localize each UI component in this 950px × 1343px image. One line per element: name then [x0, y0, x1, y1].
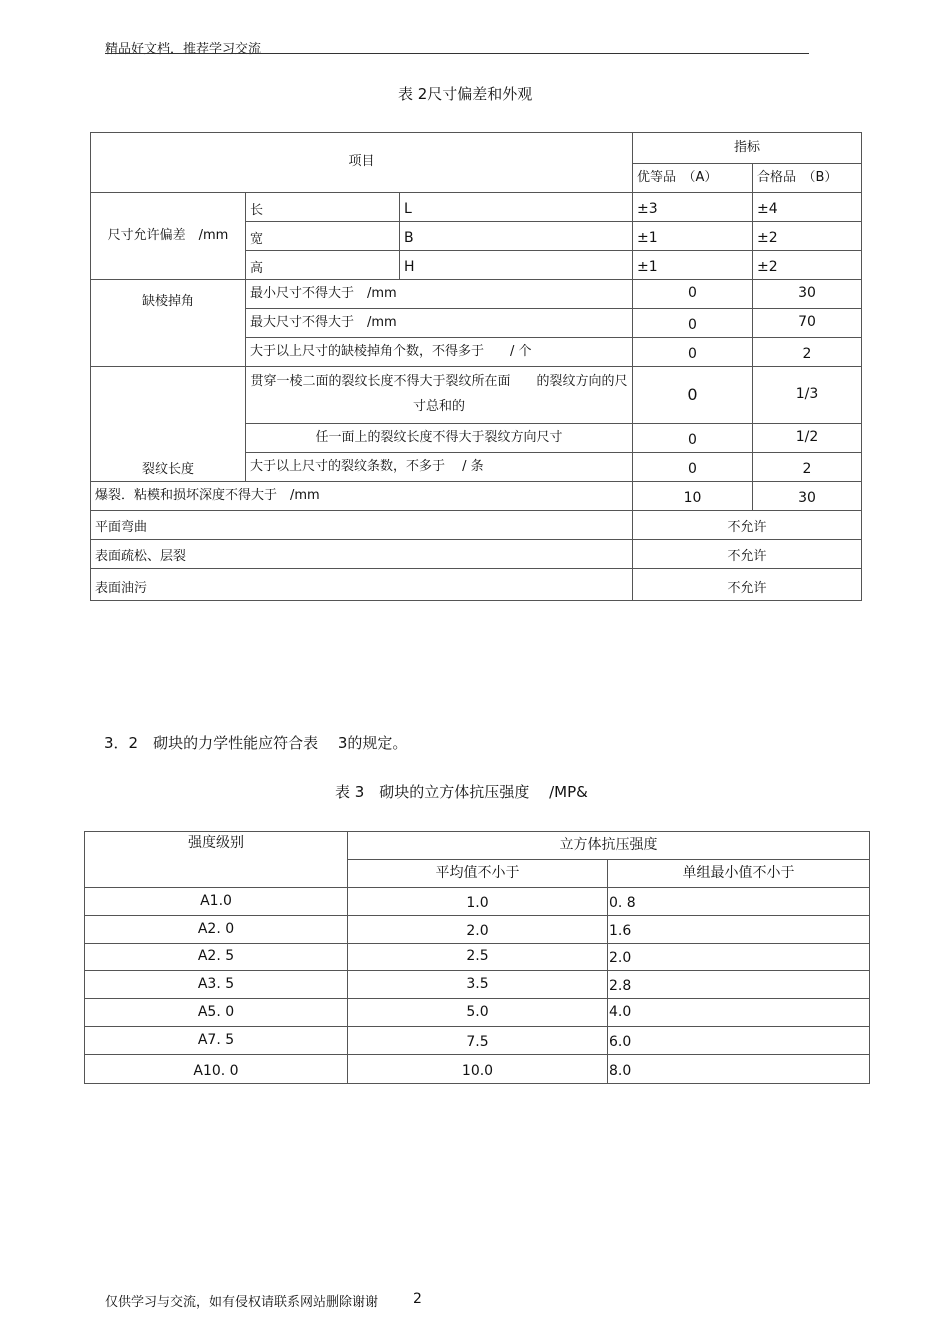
- average-value: 5.0: [348, 999, 608, 1027]
- burst-value-b: 30: [753, 482, 862, 511]
- corner-value-a: 0: [633, 280, 753, 309]
- corner-value-b: 70: [753, 309, 862, 338]
- header-grade-a: 优等品 （A）: [633, 164, 753, 193]
- burst-value-a: 10: [633, 482, 753, 511]
- header-grade-b: 合格品 （B）: [753, 164, 862, 193]
- strength-grade: A10. 0: [85, 1055, 348, 1084]
- flat-bend-label: 平面弯曲: [91, 511, 633, 540]
- dim-value-b: ±2: [753, 222, 862, 251]
- min-value: 4.0: [608, 999, 870, 1027]
- crack-value-b: 2: [753, 453, 862, 482]
- table-row: [85, 944, 870, 971]
- table-row: [85, 916, 870, 944]
- dim-tolerance-label: 尺寸允许偏差 /mm: [91, 193, 246, 280]
- header-cube-strength: 立方体抗压强度: [348, 832, 870, 860]
- compressive-strength-table: [84, 831, 870, 1084]
- corner-value-a: 0: [633, 338, 753, 367]
- strength-grade: A7. 5: [85, 1027, 348, 1055]
- dim-value-a: ±1: [633, 222, 753, 251]
- section-3-2-text: 3．2 砌块的力学性能应符合表 3的规定。: [104, 734, 408, 752]
- crack-value-a: 0: [633, 453, 753, 482]
- dim-name: 长: [246, 193, 400, 222]
- crack-desc: 贯穿一棱二面的裂纹长度不得大于裂纹所在面 的裂纹方向的尺寸总和的: [246, 367, 633, 424]
- header-strength-grade: 强度级别: [85, 832, 348, 888]
- surface-loose-value: 不允许: [633, 540, 862, 569]
- surface-oil-value: 不允许: [633, 569, 862, 601]
- corner-value-b: 30: [753, 280, 862, 309]
- flat-bend-value: 不允许: [633, 511, 862, 540]
- dim-value-b: ±2: [753, 251, 862, 280]
- strength-grade: A5. 0: [85, 999, 348, 1027]
- corner-desc: 大于以上尺寸的缺棱掉角个数，不得多于 / 个: [246, 338, 633, 367]
- dim-symbol: H: [400, 251, 633, 280]
- min-value: 2.0: [608, 944, 870, 971]
- average-value: 2.0: [348, 916, 608, 944]
- crack-length-label: 裂纹长度: [91, 367, 246, 482]
- table3-caption: 表 3 砌块的立方体抗压强度 /MP&: [335, 783, 588, 801]
- corner-desc: 最小尺寸不得大于 /mm: [246, 280, 633, 309]
- dim-value-b: ±4: [753, 193, 862, 222]
- table2-caption: 表 2尺寸偏差和外观: [398, 85, 533, 103]
- table-row: [85, 971, 870, 999]
- table-row: [85, 999, 870, 1027]
- table-row: [85, 888, 870, 916]
- table-row: [85, 1055, 870, 1084]
- average-value: 2.5: [348, 944, 608, 971]
- average-value: 10.0: [348, 1055, 608, 1084]
- strength-grade: A2. 5: [85, 944, 348, 971]
- average-value: 7.5: [348, 1027, 608, 1055]
- min-value: 1.6: [608, 916, 870, 944]
- average-value: 3.5: [348, 971, 608, 999]
- strength-grade: A1.0: [85, 888, 348, 916]
- strength-grade: A3. 5: [85, 971, 348, 999]
- corner-value-b: 2: [753, 338, 862, 367]
- dimension-appearance-table: [90, 132, 862, 601]
- dim-value-a: ±1: [633, 251, 753, 280]
- surface-loose-label: 表面疏松、层裂: [91, 540, 633, 569]
- dim-name: 宽: [246, 222, 400, 251]
- dim-symbol: B: [400, 222, 633, 251]
- crack-value-b: 1/3: [753, 367, 862, 424]
- strength-grade: A2. 0: [85, 916, 348, 944]
- dim-symbol: L: [400, 193, 633, 222]
- page-footer: 仅供学习与交流，如有侵权请联系网站删除谢谢: [105, 1295, 379, 1310]
- page-header: 精品好文档．推荐学习交流: [105, 42, 262, 57]
- dim-value-a: ±3: [633, 193, 753, 222]
- header-single-min: 单组最小值不小于: [608, 860, 870, 888]
- min-value: 6.0: [608, 1027, 870, 1055]
- average-value: 1.0: [348, 888, 608, 916]
- crack-value-a: 0: [633, 424, 753, 453]
- header-average: 平均值不小于: [348, 860, 608, 888]
- corner-value-a: 0: [633, 309, 753, 338]
- corner-desc: 最大尺寸不得大于 /mm: [246, 309, 633, 338]
- header-index: 指标: [633, 133, 862, 164]
- table-row: [85, 1027, 870, 1055]
- header-item: 项目: [91, 133, 633, 193]
- min-value: 8.0: [608, 1055, 870, 1084]
- min-value: 0. 8: [608, 888, 870, 916]
- burst-label: 爆裂．粘模和损坏深度不得大于 /mm: [91, 482, 633, 511]
- crack-value-a: 0: [633, 367, 753, 424]
- dim-name: 高: [246, 251, 400, 280]
- min-value: 2.8: [608, 971, 870, 999]
- surface-oil-label: 表面油污: [91, 569, 633, 601]
- crack-desc: 大于以上尺寸的裂纹条数，不多于 / 条: [246, 453, 633, 482]
- corner-missing-label: 缺棱掉角: [91, 280, 246, 367]
- crack-value-b: 1/2: [753, 424, 862, 453]
- header-rule: [105, 53, 809, 54]
- crack-desc: 任一面上的裂纹长度不得大于裂纹方向尺寸: [246, 424, 633, 453]
- page-number: 2: [413, 1291, 422, 1307]
